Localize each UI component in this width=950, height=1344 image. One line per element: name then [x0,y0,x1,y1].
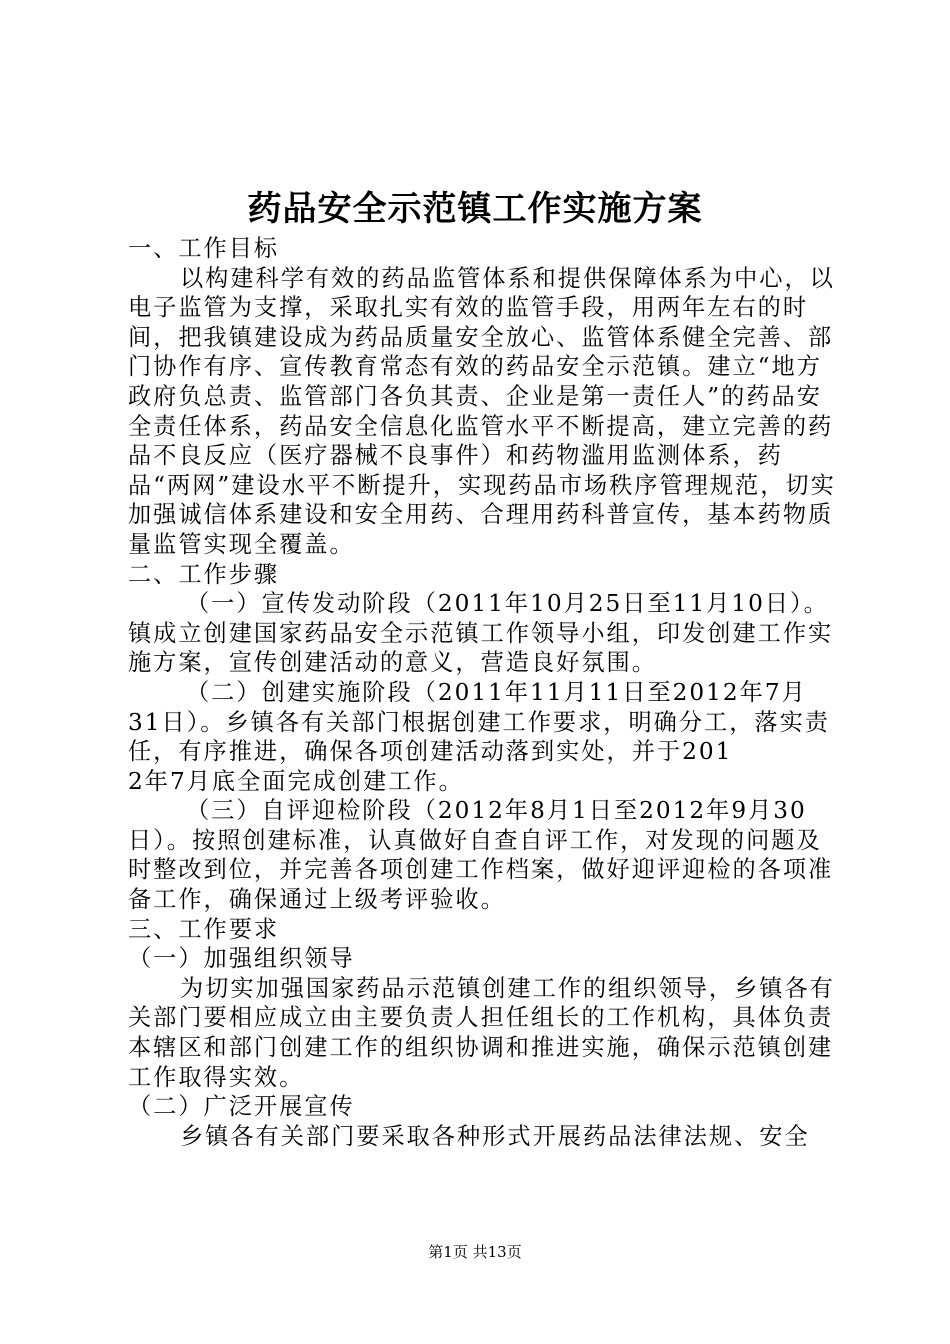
step-1-paragraph: （一）宣传发动阶段（2011年10月25日至11月10日）。镇成立创建国家药品安全示范镇工作领导小组，印发创建工作实施方案，宣传创建活动的意义，营造良好氛围。 [128,590,834,677]
section-heading-requirements: 三、工作要求 [128,915,280,943]
step-2-continuation: 2年7月底全面完成创建工作。 [128,767,464,795]
goal-paragraph: 以构建科学有效的药品监管体系和提供保障体系为中心，以电子监管为支撑，采取扎实有效的监管手段，用两年左右的时间，把我镇建设成为药品质量安全放心、监管体系健全完善、部门协作有序、宣传教育常态有效的药品安全示范镇。建立“地方政府负总责、监管部门各负其责、企业是第一责任人”的药品安全责任体系，药品安全信息化监管水平不断提高，建立完善的药品不良反应（医疗器械不良事件）和药物滥用监测体系，药品“两网”建设水平不断提升，实现药品市场秩序管理规范，切实加强诚信体系建设和安全用药、合理用药科普宣传，基本药物质量监管实现全覆盖。 [128,264,836,558]
document-title: 药品安全示范镇工作实施方案 [247,189,703,229]
step-2-paragraph: （二）创建实施阶段（2011年11月11日至2012年7月31日）。乡镇各有关部门根据创建工作要求，明确分工，落实责任，有序推进，确保各项创建活动落到实处，并于201 [128,678,830,766]
requirement-1-heading: （一）加强组织领导 [128,945,355,973]
section-heading-steps: 二、工作步骤 [128,560,280,588]
page-footer: 第1页 共13页 [428,1243,522,1261]
requirement-2-paragraph: 乡镇各有关部门要采取各种形式开展药品法律法规、安全 [180,1122,810,1150]
requirement-2-heading: （二）广泛开展宣传 [128,1093,355,1121]
document-body [128,234,838,1151]
step-3-paragraph: （三）自评迎检阶段（2012年8月1日至2012年9月30日）。按照创建标准，认真做好自查自评工作，对发现的问题及时整改到位，并完善各项创建工作档案，做好迎评迎检的各项准备工作，确保通过上级考评验收。 [128,797,834,914]
requirement-1-paragraph: 为切实加强国家药品示范镇创建工作的组织领导，乡镇各有关部门要相应成立由主要负责人担任组长的工作机构，具体负责本辖区和部门创建工作的组织协调和推进实施，确保示范镇创建工作取得实效。 [128,974,835,1091]
section-heading-goal: 一、工作目标 [128,235,280,262]
